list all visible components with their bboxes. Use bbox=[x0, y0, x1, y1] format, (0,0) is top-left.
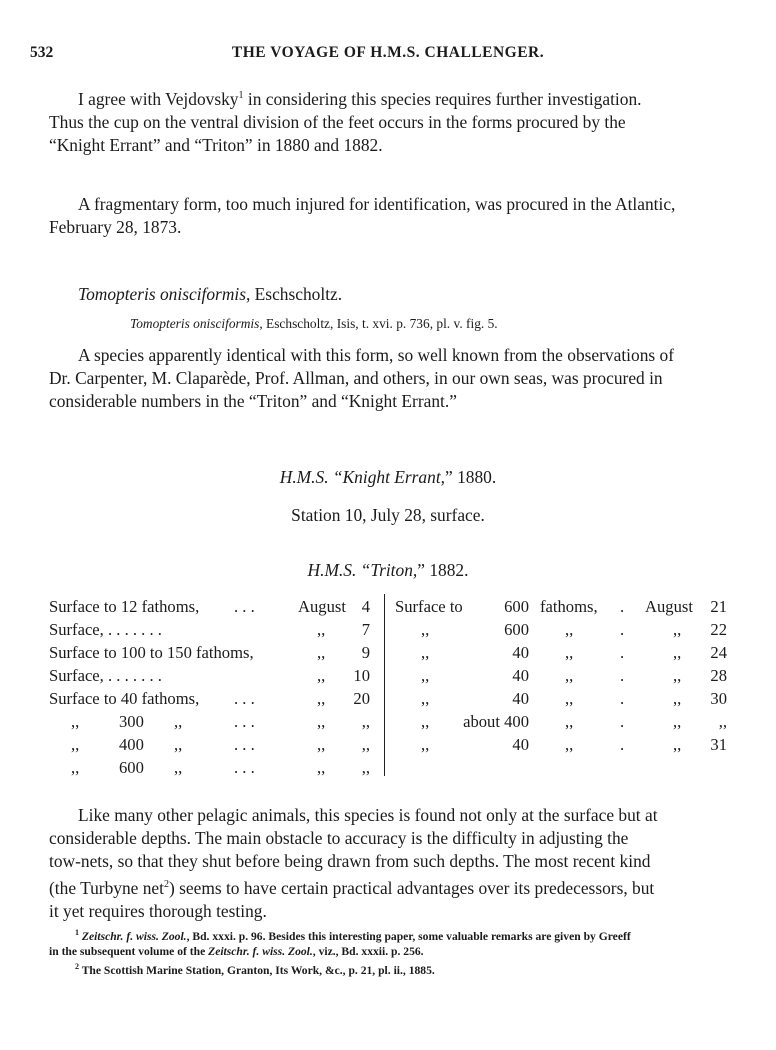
knight-errant-heading: H.M.S. “Knight Errant,” 1880. bbox=[279, 467, 497, 487]
species-author: , Eschscholtz. bbox=[245, 284, 343, 304]
page-number: 532 bbox=[30, 44, 54, 61]
table-row: ,, 40 ,, . ,, 24 bbox=[421, 643, 727, 662]
table-row: Surface to 600 fathoms, . August 21 bbox=[395, 597, 727, 616]
paragraph-fragmentary bbox=[49, 193, 727, 239]
table-row: Surface, . . . . . . . ,, 10 bbox=[49, 666, 370, 685]
footnote-mark: 2 bbox=[163, 879, 169, 890]
footnote-1: $^1$ Zeitschr. f. wiss. Zool., Bd. xxxi. p. 96. Besides this interesting paper, some valuable remarks are given by Greeff bbox=[75, 928, 631, 943]
table-row: ,, 40 ,, . ,, 30 bbox=[421, 689, 727, 708]
paragraph-line: I agree with Vejdovsky$^1$ in considering this species requires further investigation. bbox=[78, 88, 642, 109]
paragraph-line: Thus the cup on the ventral division of the feet occurs in the forms procured by the bbox=[49, 111, 626, 132]
paragraph-line: A species apparently identical with this form, so well known from the observations of bbox=[78, 345, 674, 365]
paragraph-line: Like many other pelagic animals, this species is found not only at the surface but at bbox=[78, 805, 658, 825]
footnote-1-continued: in the subsequent volume of the Zeitschr. f. wiss. Zool., viz., Bd. xxxii. p. 256. bbox=[49, 944, 424, 958]
paragraph-line: it yet requires thorough testing. bbox=[49, 900, 267, 921]
synonym-reference: , Eschscholtz, Isis, t. xvi. p. 736, pl. v. fig. 5. bbox=[259, 316, 498, 331]
table-row: ,, 40 ,, . ,, 31 bbox=[421, 735, 727, 754]
table-row: ,, 600 ,, . ,, 22 bbox=[421, 620, 727, 639]
running-header bbox=[30, 44, 746, 70]
triton-heading: H.M.S. “Triton,” 1882. bbox=[307, 560, 469, 580]
footnote-mark: 1 bbox=[238, 90, 244, 101]
ship-name: Triton, bbox=[370, 560, 418, 580]
paragraph-line: (the Turbyne net$^2$) seems to have certain practical advantages over its predecessors, but bbox=[49, 877, 655, 898]
species-name: Tomopteris onisciformis bbox=[78, 284, 246, 304]
paragraph-line: considerable numbers in the “Triton” and “Knight Errant.” bbox=[49, 391, 457, 411]
table-row: ,, 40 ,, . ,, 28 bbox=[421, 666, 727, 685]
table-row: Surface, . . . . . . . ,, 7 bbox=[49, 620, 370, 639]
table-row: ,, 400 ,, . . . ,, ,, bbox=[71, 735, 370, 754]
paragraph-line: considerable depths. The main obstacle to accuracy is the difficulty in adjusting the bbox=[49, 828, 629, 848]
table-row: ,, 600 ,, . . . ,, ,, bbox=[71, 758, 370, 777]
knight-errant-station: Station 10, July 28, surface. bbox=[291, 505, 485, 525]
table-row: Surface to 100 to 150 fathoms, ,, 9 bbox=[49, 643, 370, 662]
synonym-name: Tomopteris onisciformis bbox=[130, 316, 260, 331]
table-row: Surface to 40 fathoms, . . . ,, 20 bbox=[49, 689, 370, 708]
paragraph-pelagic bbox=[49, 804, 727, 923]
paragraph-line: “Knight Errant” and “Triton” in 1880 and 1882. bbox=[49, 134, 383, 155]
table-row: ,, about 400 ,, . ,, ,, bbox=[421, 712, 727, 731]
running-title: THE VOYAGE OF H.M.S. CHALLENGER. bbox=[231, 44, 545, 61]
station-table-right bbox=[395, 595, 727, 756]
species-heading bbox=[49, 283, 727, 306]
paragraph-line: Dr. Carpenter, M. Claparède, Prof. Allman, and others, in our own seas, was procured in bbox=[49, 368, 663, 388]
footnote-2: $^2$ The Scottish Marine Station, Granton, Its Work, &c., p. 21, pl. ii., 1885. bbox=[75, 961, 435, 977]
paragraph-identical-species bbox=[49, 344, 727, 413]
table-row: ,, 300 ,, . . . ,, ,, bbox=[71, 712, 370, 731]
table-row: Surface to 12 fathoms, . . . August 4 bbox=[49, 597, 370, 616]
footnotes bbox=[49, 925, 727, 978]
table-divider bbox=[384, 594, 385, 776]
paragraph-line: tow-nets, so that they shut before being drawn from such depths. The most recent kind bbox=[49, 851, 651, 871]
paragraph-line: A fragmentary form, too much injured for identification, was procured in the Atlantic, bbox=[78, 194, 676, 214]
synonymy bbox=[130, 316, 498, 332]
paragraph-line: February 28, 1873. bbox=[49, 217, 182, 237]
paragraph-vejdovsky bbox=[49, 84, 727, 157]
station-table-left bbox=[49, 595, 379, 779]
ship-name: Knight Errant, bbox=[342, 467, 446, 487]
